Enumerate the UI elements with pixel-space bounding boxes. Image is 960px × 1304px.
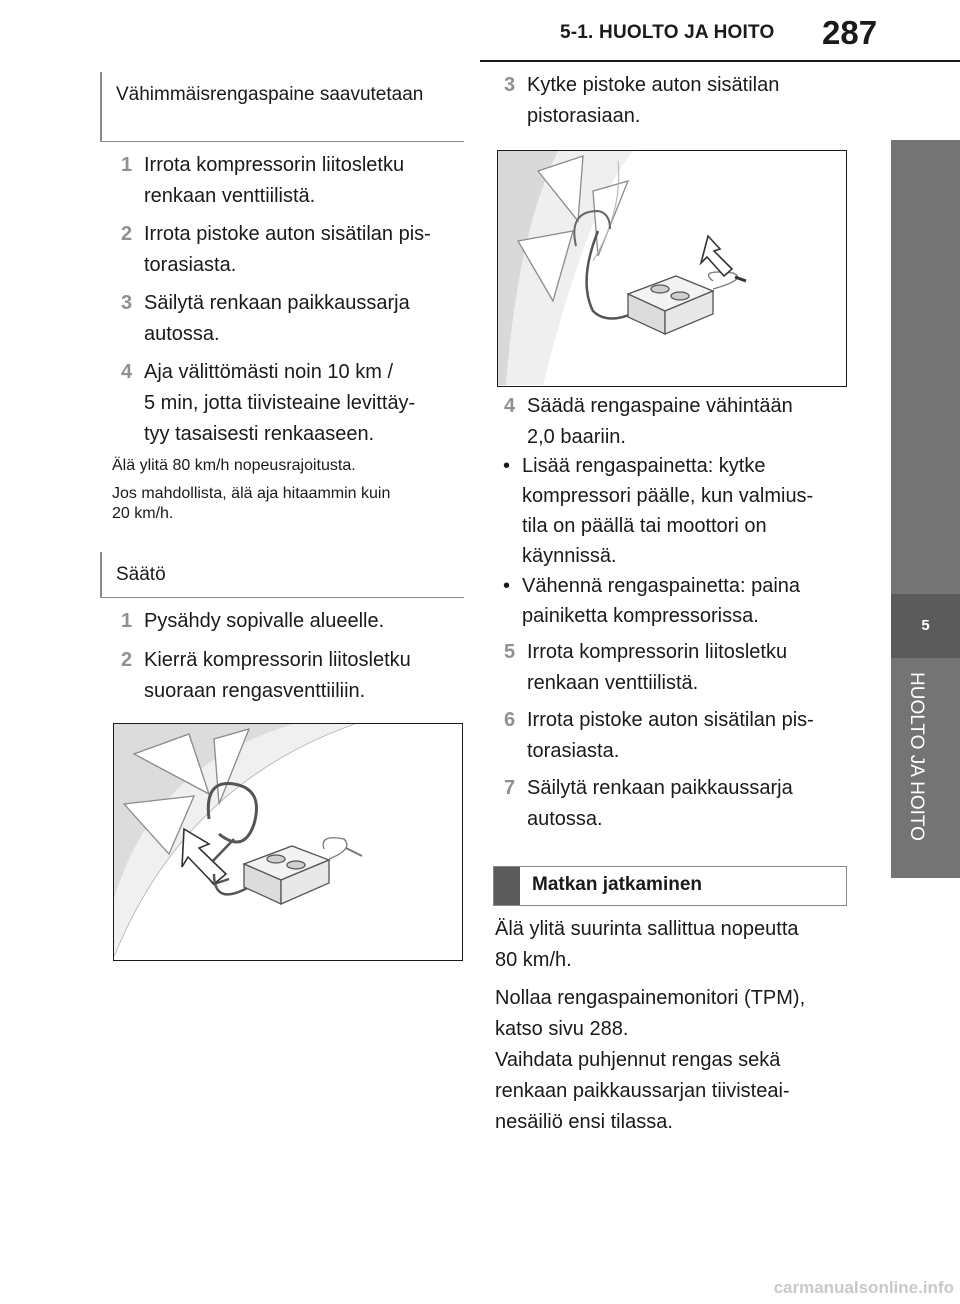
compressor-socket-illustration [498, 151, 845, 385]
step-text-line: Aja välittömästi noin 10 km / [144, 361, 393, 383]
chapter-number: 5 [891, 594, 960, 658]
step-number: 4 [121, 361, 133, 383]
chapter-label: HUOLTO JA HOITO [906, 672, 927, 841]
step-text-line: Irrota pistoke auton sisätilan pis- [527, 709, 814, 731]
bullet-line: käynnissä. [522, 545, 617, 567]
step-number: 1 [121, 610, 133, 632]
speed-limit-note: Älä ylitä 80 km/h nopeusrajoitusta. [112, 457, 356, 474]
step-text-line: Kytke pistoke auton sisätilan [527, 74, 780, 96]
left-step-3 [121, 288, 464, 350]
step-text-line: Irrota pistoke auton sisätilan pis- [144, 223, 431, 245]
right-step-3 [504, 70, 867, 132]
step-text-line: Irrota kompressorin liitosletku [527, 641, 788, 663]
bullet-dot: • [503, 455, 511, 477]
step-text-line: 2,0 baariin. [527, 426, 626, 448]
section-title: Matkan jatkaminen [532, 874, 702, 895]
adjust-step-1 [121, 606, 464, 637]
paragraph-line: 80 km/h. [495, 949, 572, 971]
step-text-line: autossa. [144, 323, 220, 345]
step-text-line: torasiasta. [144, 254, 237, 276]
step-text-line: torasiasta. [527, 740, 620, 762]
paragraph-speed-limit [495, 914, 865, 976]
step-text-line: Säilytä renkaan paikkaussarja [527, 777, 793, 799]
step-text-line: renkaan venttiilistä. [527, 672, 699, 694]
step-number: 1 [121, 154, 133, 176]
bullet-line: tila on päällä tai moottori on [522, 515, 767, 537]
step-number: 7 [504, 777, 516, 799]
left-step-1 [121, 150, 464, 212]
step-text-line: renkaan venttiilistä. [144, 185, 316, 207]
paragraph-line: Älä ylitä suurinta sallittua nopeutta [495, 918, 799, 940]
bullet-line: Vähennä rengaspainetta: paina [522, 575, 801, 597]
step-text-line: Kierrä kompressorin liitosletku [144, 649, 411, 671]
step-text-line: Pysähdy sopivalle alueelle. [144, 610, 385, 632]
page-number: 287 [822, 14, 878, 51]
step-text-line: tyy tasaisesti renkaaseen. [144, 423, 375, 445]
paragraph-line: nesäiliö ensi tilassa. [495, 1111, 673, 1133]
footer-watermark: carmanualsonline.info [773, 1278, 954, 1297]
bullet-line: Lisää rengaspainetta: kytke [522, 455, 766, 477]
step-number: 4 [504, 395, 516, 417]
step-number: 5 [504, 641, 516, 663]
paragraph-reset-tpm [495, 983, 865, 1045]
right-step-5 [504, 637, 867, 699]
figure-hose-to-valve [113, 723, 463, 961]
step-text-line: Säilytä renkaan paikkaussarja [144, 292, 410, 314]
running-header-section: 5-1. HUOLTO JA HOITO [560, 22, 775, 43]
step-number: 2 [121, 223, 133, 245]
step-text-line: suoraan rengasventtiiliin. [144, 680, 366, 702]
right-step-7 [504, 773, 867, 835]
paragraph-line: Nollaa rengaspainemonitori (TPM), [495, 987, 806, 1009]
subheading-adjustment: Säätö [100, 552, 464, 598]
bullet-line: kompressori päälle, kun valmius- [522, 485, 814, 507]
section-heading-continue-driving [493, 866, 847, 906]
compressor-valve-illustration [114, 724, 461, 959]
note-line: Jos mahdollista, älä aja hitaammin kuin [112, 485, 391, 502]
step-text-line: autossa. [527, 808, 603, 830]
paragraph-replace-tire [495, 1045, 865, 1138]
section-marker [494, 867, 520, 905]
paragraph-line: renkaan paikkaussarjan tiivisteai- [495, 1080, 790, 1102]
step-text-line: 5 min, jotta tiivisteaine levittäy- [144, 392, 416, 414]
header-rule [480, 60, 960, 62]
step-number: 3 [504, 74, 516, 96]
adjust-step-2 [121, 645, 464, 707]
step-number: 3 [121, 292, 133, 314]
right-step-4 [504, 391, 867, 453]
bullet-increase-pressure [503, 451, 862, 571]
step-number: 6 [504, 709, 516, 731]
bullet-line: painiketta kompressorissa. [522, 605, 759, 627]
note-line: 20 km/h. [112, 505, 174, 522]
bullet-decrease-pressure [503, 571, 862, 631]
right-step-6 [504, 705, 867, 767]
paragraph-line: katso sivu 288. [495, 1018, 629, 1040]
bullet-dot: • [503, 575, 511, 597]
step-text-line: pistorasiaan. [527, 105, 641, 127]
step-text-line: Irrota kompressorin liitosletku [144, 154, 405, 176]
figure-plug-into-socket [497, 150, 847, 387]
subheading-minimum-pressure: Vähimmäisrengaspaine saavutetaan [100, 72, 464, 142]
left-step-4 [121, 357, 464, 450]
step-number: 2 [121, 649, 133, 671]
step-text-line: Säädä rengaspaine vähintään [527, 395, 793, 417]
left-step-2 [121, 219, 464, 281]
paragraph-line: Vaihdata puhjennut rengas sekä [495, 1049, 781, 1071]
minimum-speed-note [112, 484, 464, 524]
